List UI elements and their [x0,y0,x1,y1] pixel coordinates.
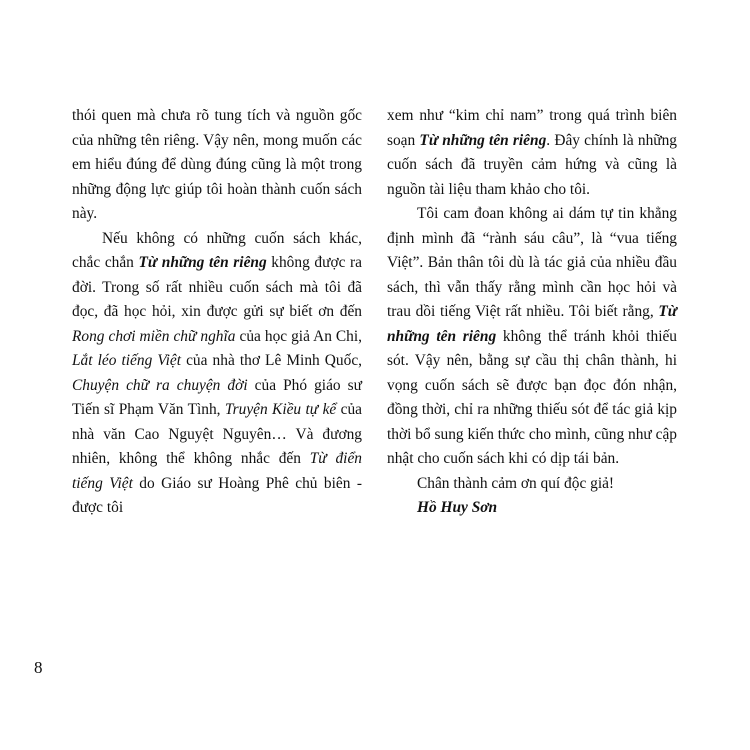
left-column [72,104,362,521]
paragraph-continuation [387,104,677,202]
paragraph-acknowledgements [72,227,362,521]
text-run: của nhà thơ Lê Minh Quốc, [181,352,362,369]
text-run: Nếu không có những cuốn sách khác, chắc chắn [72,229,362,271]
author-signature: Hồ Huy Sơn [417,499,498,516]
page-number: 8 [34,658,43,677]
text-run: do Giáo sư Hoàng Phê chủ biên - được tôi [72,474,362,516]
right-column [387,104,677,521]
book-title-main: Từ những tên riêng [419,131,547,149]
text-run: . Đây chính là những cuốn sách đã truyền cảm hứng và cũng là nguồn tài liệu tham khảo cho tôi. [387,131,678,198]
text-run: của nhà văn Cao Nguyệt Nguyên… Và đương nhiên, không thể không nhắc đến [72,401,362,467]
paragraph-continuation: thói quen mà chưa rõ tung tích và nguồn gốc của những tên riêng. Vậy nên, mong muốn các em hiểu đúng để dùng đúng cũng là một trong những động lực giúp tôi hoàn thành cuốn sách này. [72,107,362,222]
paragraph-commitment [387,202,677,472]
closing-thanks: Chân thành cảm ơn quí độc giả! [417,474,615,492]
book-title: Từ điển tiếng Việt [72,450,362,492]
text-run: của học giả An Chi, [235,327,362,345]
text-run: không thể tránh khỏi thiếu sót. Vậy nên, bằng sự cầu thị chân thành, hi vọng cuốn sách sẽ được bạn đọc đón nhận, đồng thời, chỉ ra những thiếu sót để tác giả kịp thời bổ sung kiến thức cho mình, cũng như cập nhật cho cuốn sách khi có dịp tái bản. [387,327,677,467]
text-run: của Phó giáo sư Tiến sĩ Phạm Văn Tình, [72,376,362,418]
text-run: Tôi cam đoan không ai dám tự tin khẳng định mình đã “rành sáu câu”, là “vua tiếng Việt”. Bản thân tôi dù là tác giả của nhiều đầu sách, thì vẫn thấy rằng mình cần học hỏi và trau dồi tiếng Việt rất nhiều. Tôi biết rằng, [387,205,677,320]
book-title-main: Từ những tên riêng [138,254,267,271]
book-title: Truyện Kiều tự kể [224,401,337,418]
book-title: Chuyện chữ ra chuyện đời [72,376,248,394]
text-run: không được ra đời. Trong số rất nhiều cuốn sách mà tôi đã đọc, đã học hỏi, xin được gửi sự biết ơn đến [72,254,363,320]
book-title: Lắt léo tiếng Việt [72,352,182,369]
book-title-main: Từ những tên riêng [387,303,677,345]
book-title: Rong chơi miền chữ nghĩa [72,327,236,345]
text-run: xem như “kim chỉ nam” trong quá trình biên soạn [387,107,677,149]
